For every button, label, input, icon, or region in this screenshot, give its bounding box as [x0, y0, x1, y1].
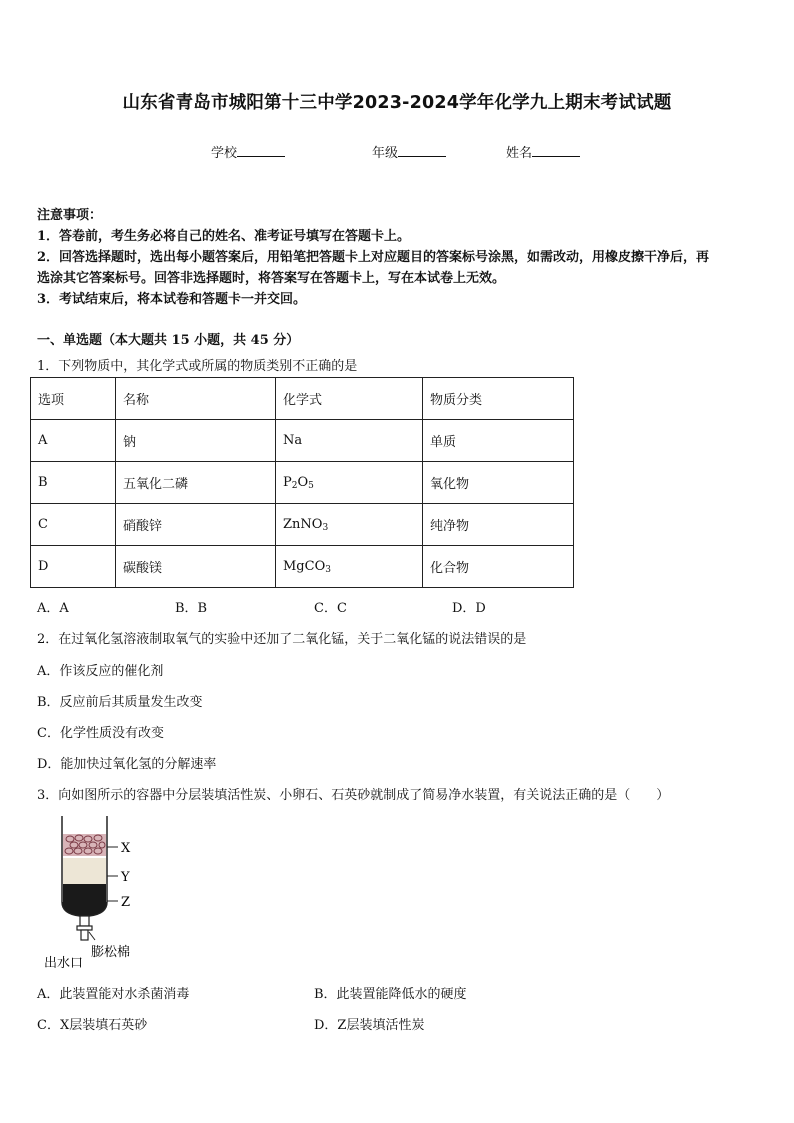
school-label: 学校	[211, 146, 238, 161]
layer-y	[63, 858, 106, 884]
outlet-tube	[80, 916, 89, 926]
notice-item: 2．回答选择题时，选出每小题答案后，用铅笔把答题卡上对应题目的答案标号涂黑，如需改动，用橡皮擦干净后，再	[37, 250, 710, 265]
water-filter-figure	[40, 810, 160, 970]
table-row	[31, 420, 574, 462]
question-stem: 1．下列物质中，其化学式或所属的物质类别不正确的是	[37, 359, 358, 374]
grade-field	[372, 142, 446, 161]
grade-blank	[398, 144, 446, 157]
table-cell: 五氧化二磷	[116, 462, 276, 504]
table-cell: 钠	[116, 420, 276, 462]
formula-cell: ZnNO$_3$	[276, 504, 423, 546]
table-cell: 硝酸锌	[116, 504, 276, 546]
formula-cell: $P_2O_5$	[276, 462, 423, 504]
school-field	[211, 142, 285, 161]
answer-option: C．化学性质没有改变	[37, 726, 164, 741]
notice-item: 1．答卷前，考生务必将自己的姓名、准考证号填写在答题卡上。	[37, 229, 411, 244]
table-cell: 纯净物	[423, 504, 574, 546]
answer-option: D．D	[452, 601, 486, 616]
outlet-tip	[81, 930, 88, 940]
table-row	[31, 462, 574, 504]
container-bottom	[62, 902, 107, 916]
table-cell: B	[31, 462, 116, 504]
leader-line	[89, 932, 95, 940]
name-field	[506, 142, 580, 161]
name-blank	[532, 144, 580, 157]
label-z: Z	[121, 895, 131, 910]
table-cell: D	[31, 546, 116, 588]
table-cell: 氧化物	[423, 462, 574, 504]
answer-option: B．B	[175, 601, 208, 616]
label-outlet: 出水口	[44, 956, 84, 970]
question-stem: 3．向如图所示的容器中分层装填活性炭、小卵石、石英砂就制成了简易净水装置，有关说法正确的是（ ）	[37, 788, 670, 803]
table-cell: C	[31, 504, 116, 546]
notice-item: 3．考试结束后，将本试卷和答题卡一并交回。	[37, 292, 307, 307]
answer-option: A．A	[37, 601, 69, 616]
answer-option: C．X层装填石英砂	[37, 1018, 148, 1033]
table-header-row	[31, 378, 574, 420]
answer-option: D．能加快过氧化氢的分解速率	[37, 757, 217, 772]
table-header-cell: 名称	[116, 378, 276, 420]
answer-option: B．此装置能降低水的硬度	[314, 987, 467, 1002]
q1-table	[30, 377, 574, 588]
table-row	[31, 504, 574, 546]
question-stem: 2．在过氧化氢溶液制取氧气的实验中还加了二氧化锰，关于二氧化锰的说法错误的是	[37, 632, 527, 647]
formula-cell: Na	[276, 420, 423, 462]
answer-option: B．反应前后其质量发生改变	[37, 695, 203, 710]
notice-item: 选涂其它答案标号。回答非选择题时，将答案写在答题卡上，写在本试卷上无效。	[37, 271, 506, 286]
formula-cell: MgCO$_3$	[276, 546, 423, 588]
table-cell: 单质	[423, 420, 574, 462]
table-header-cell: 选项	[31, 378, 116, 420]
answer-option: D．Z层装填活性炭	[314, 1018, 425, 1033]
grade-label: 年级	[372, 146, 399, 161]
table-header-cell: 化学式	[276, 378, 423, 420]
school-blank	[237, 144, 285, 157]
answer-option: A．作该反应的催化剂	[37, 664, 164, 679]
label-cotton: 膨松棉	[91, 945, 131, 960]
label-y: Y	[121, 870, 130, 885]
table-cell: 化合物	[423, 546, 574, 588]
notice-heading: 注意事项：	[37, 208, 103, 223]
table-cell: A	[31, 420, 116, 462]
table-header-cell: 物质分类	[423, 378, 574, 420]
section-heading: 一、单选题（本大题共 15 小题，共 45 分）	[37, 333, 300, 348]
table-cell: 碳酸镁	[116, 546, 276, 588]
layer-z	[63, 884, 106, 902]
answer-option: A．此装置能对水杀菌消毒	[37, 987, 190, 1002]
label-x: X	[121, 841, 131, 856]
name-label: 姓名	[506, 146, 533, 161]
table-row	[31, 546, 574, 588]
answer-option: C．C	[314, 601, 347, 616]
page-title: 山东省青岛市城阳第十三中学2023-2024学年化学九上期末考试试题	[122, 93, 672, 113]
